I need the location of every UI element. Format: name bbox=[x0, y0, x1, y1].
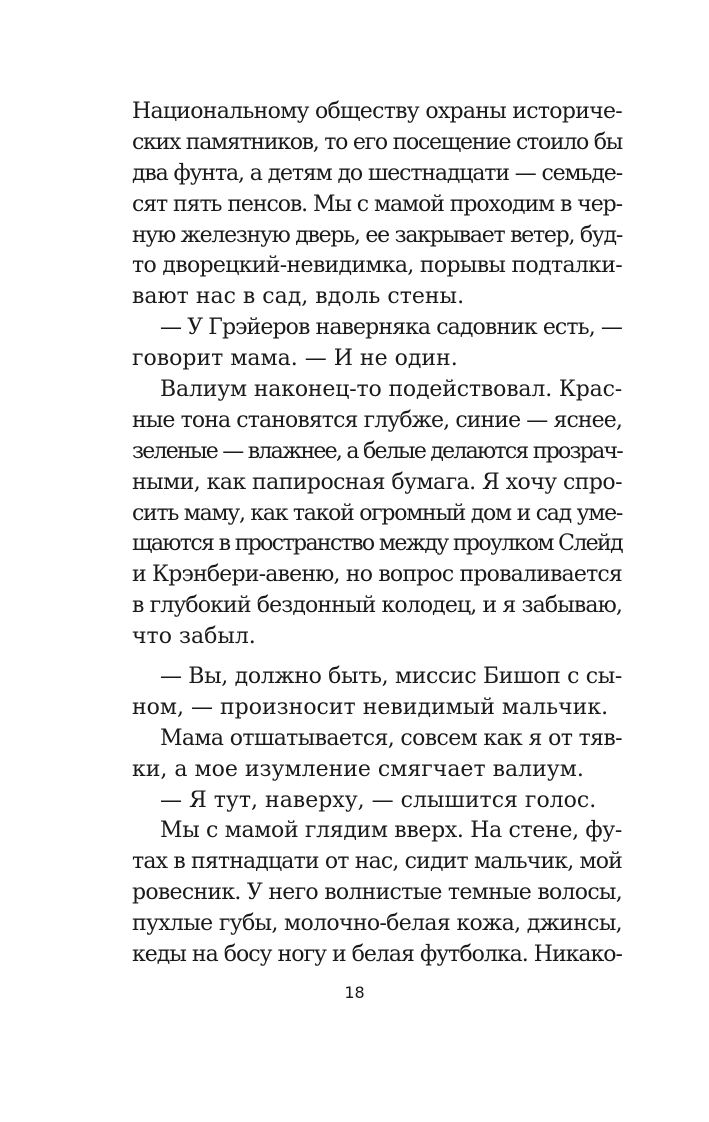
text-line: ном, — произносит невидимый мальчик. bbox=[132, 694, 609, 720]
page-number: 18 bbox=[344, 983, 365, 1002]
text-line: ки, а мое изумление смягчает валиум. bbox=[132, 756, 584, 782]
text-line: ными, как папиросная бумага. Я хочу спро- bbox=[132, 469, 622, 495]
text-block-1 bbox=[132, 97, 622, 653]
text-line: сить маму, как такой огромный дом и сад уме- bbox=[132, 500, 622, 526]
text-line: то дворецкий-невидимка, порывы подталки- bbox=[132, 253, 622, 279]
text-line: в глубокий бездонный колодец, и я забываю, bbox=[132, 593, 622, 619]
text-line: ских памятников, то его посещение стоило бы bbox=[132, 129, 622, 155]
text-line: — У Грэйеров наверняка садовник есть, — bbox=[160, 315, 622, 341]
text-line: щаются в пространство между проулком Слейд bbox=[132, 531, 622, 557]
text-line: ную железную дверь, ее закрывает ветер, буд- bbox=[132, 222, 622, 248]
text-line: — Я тут, наверху, — слышится голос. bbox=[160, 787, 597, 813]
text-line: Мама отшатывается, совсем как я от тяв- bbox=[160, 725, 622, 751]
text-line: ные тона становятся глубже, синие — яснее, bbox=[132, 407, 622, 433]
text-line: кеды на босу ногу и белая футболка. Никако- bbox=[132, 942, 622, 968]
text-line: — Вы, должно быть, миссис Бишоп с сы- bbox=[160, 664, 622, 689]
text-line: тах в пятнадцати от нас, сидит мальчик, мой bbox=[132, 849, 622, 875]
text-line: что забыл. bbox=[132, 624, 256, 650]
text-line: говорит мама. — И не один. bbox=[132, 346, 458, 372]
text-line: ровесник. У него волнистые темные волосы, bbox=[132, 880, 622, 906]
text-line: зеленые — влажнее, а белые делаются прозрач- bbox=[132, 438, 622, 464]
text-line: Мы с мамой глядим вверх. На стене, фу- bbox=[160, 818, 622, 844]
text-line: Валиум наконец-то подействовал. Крас- bbox=[160, 377, 622, 403]
text-line: вают нас в сад, вдоль стены. bbox=[132, 284, 465, 310]
text-line: Национальному обществу охраны историче- bbox=[132, 99, 622, 124]
text-line: два фунта, а детям до шестнадцати — семьде- bbox=[132, 160, 622, 186]
text-block-2 bbox=[132, 662, 622, 971]
text-line: сят пять пенсов. Мы с мамой проходим в чер- bbox=[132, 191, 622, 217]
text-line: пухлые губы, молочно-белая кожа, джинсы, bbox=[132, 911, 622, 937]
text-line: и Крэнбери-авеню, но вопрос проваливается bbox=[132, 562, 622, 588]
